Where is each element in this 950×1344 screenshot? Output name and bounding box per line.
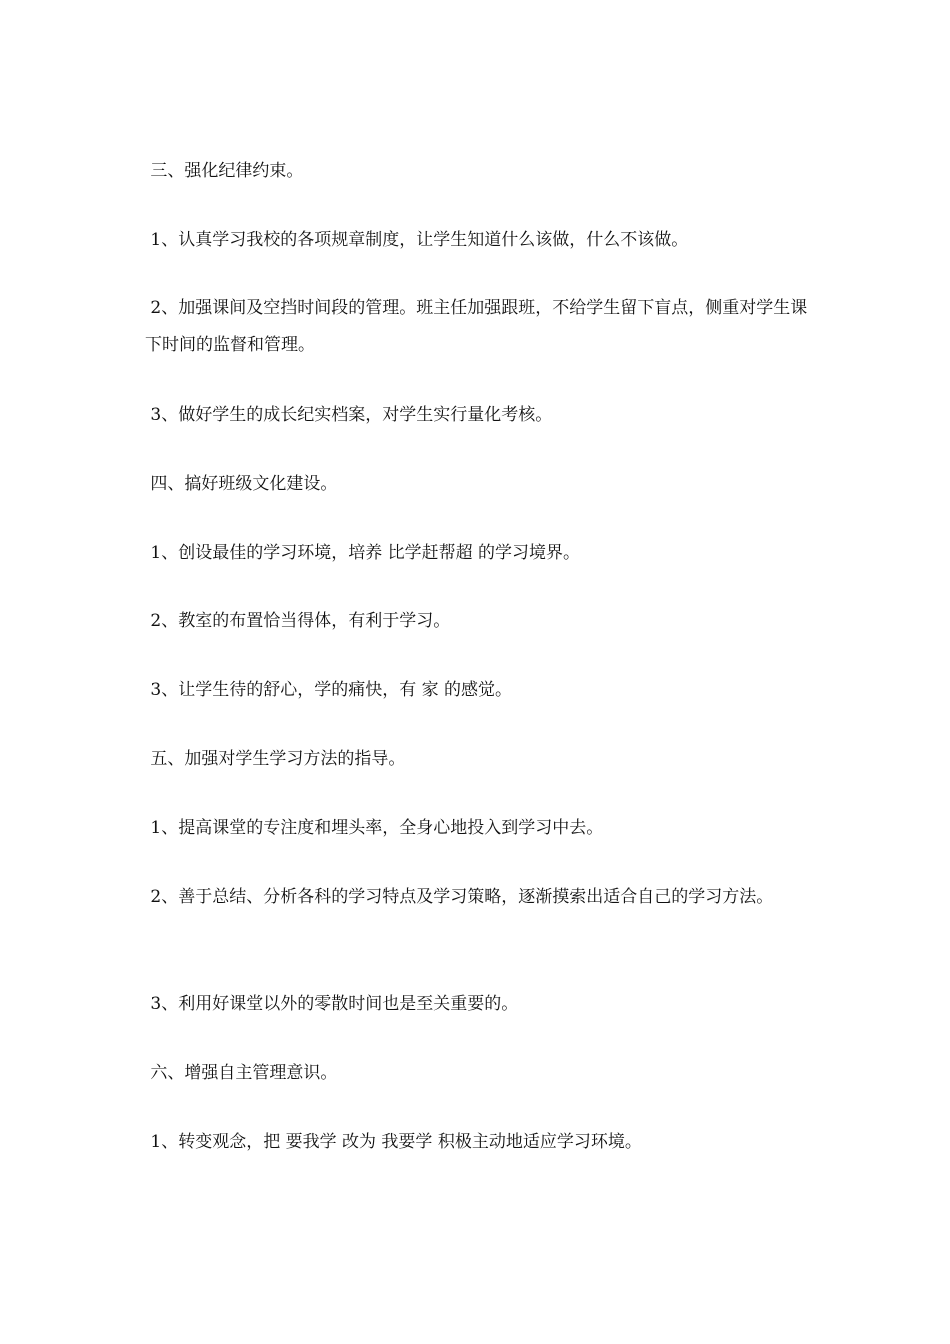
paragraph: 3、做好学生的成长纪实档案，对学生实行量化考核。 (145, 405, 553, 425)
section-heading-5: 五、加强对学生学习方法的指导。 (145, 749, 406, 769)
paragraph: 3、利用好课堂以外的零散时间也是至关重要的。 (145, 994, 519, 1014)
paragraph: 1、认真学习我校的各项规章制度，让学生知道什么该做，什么不该做。 (145, 230, 689, 250)
paragraph: 3、让学生待的舒心，学的痛快，有 家 的感觉。 (145, 680, 513, 700)
section-heading-4: 四、搞好班级文化建设。 (145, 474, 338, 494)
paragraph: 1、创设最佳的学习环境，培养 比学赶帮超 的学习境界。 (145, 543, 581, 563)
paragraph: 1、转变观念，把 要我学 改为 我要学 积极主动地适应学习环境。 (145, 1132, 642, 1152)
section-heading-3: 三、强化纪律约束。 (145, 161, 304, 181)
paragraph: 1、提高课堂的专注度和埋头率，全身心地投入到学习中去。 (145, 818, 604, 838)
section-heading-6: 六、增强自主管理意识。 (145, 1063, 338, 1083)
paragraph: 2、教室的布置恰当得体，有利于学习。 (145, 611, 451, 631)
paragraph: 2、加强课间及空挡时间段的管理。班主任加强跟班，不给学生留下盲点，侧重对学生课下时间的监督和管理。 (145, 298, 808, 355)
paragraph: 2、善于总结、分析各科的学习特点及学习策略，逐渐摸索出适合自己的学习方法。 (145, 887, 774, 907)
